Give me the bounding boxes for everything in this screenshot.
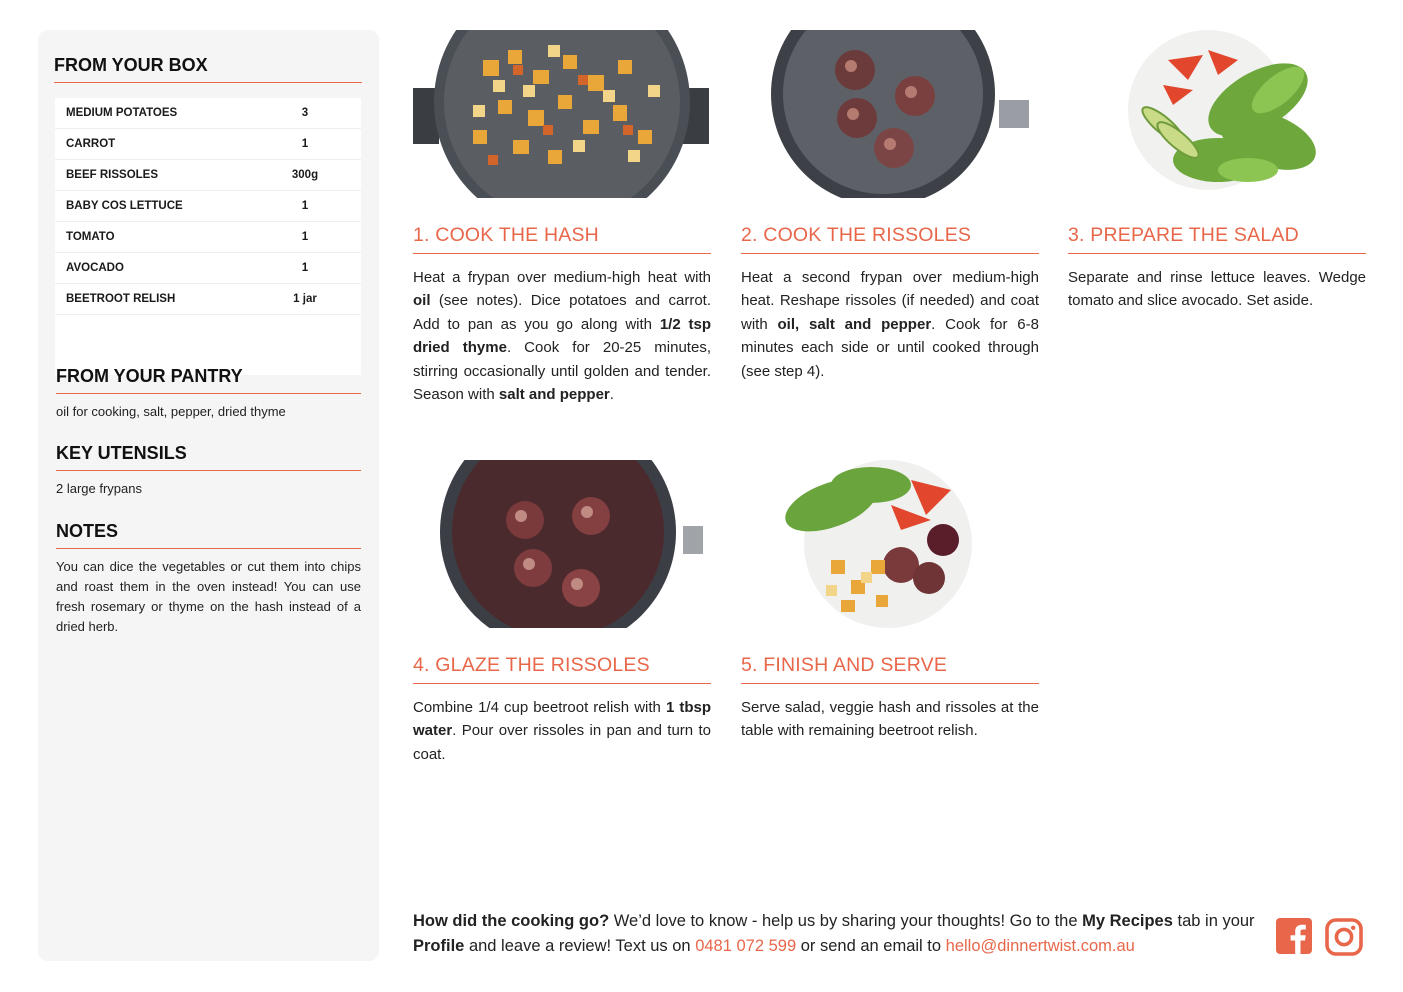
step-body [1068, 266, 1366, 313]
feedback-footer [413, 909, 1258, 959]
text-run: . [609, 386, 614, 404]
contact-link[interactable]: 0481 072 599 [695, 937, 797, 955]
step-1-photo [413, 30, 711, 198]
step-body [741, 696, 1039, 743]
step-body [741, 266, 1039, 383]
text-run: Serve salad, veggie hash and rissoles at the table with remaining beetroot relish. [741, 699, 1039, 740]
text-run: Combine 1/4 cup beetroot relish with [413, 699, 666, 716]
bold-text: oil [413, 292, 431, 310]
bold-text: My Recipes [1082, 912, 1173, 930]
bold-text: Profile [413, 937, 465, 955]
step-title: 3. PREPARE THE SALAD [1068, 224, 1366, 254]
text-run: and leave a review! Text us on [464, 937, 696, 955]
instagram-icon [1325, 918, 1363, 956]
text-run: . Pour over rissoles in pan and turn to coat. [413, 722, 711, 763]
text-run: . Cook for 20-25 minutes, stirring occasionally until golden and tender. Season with [413, 339, 711, 404]
step-title: 1. COOK THE HASH [413, 224, 711, 254]
ingredient-qty: 1 [301, 262, 309, 274]
facebook-link[interactable] [1276, 918, 1314, 956]
table-row [55, 98, 361, 129]
facebook-icon [1276, 918, 1312, 954]
step-title: 5. FINISH AND SERVE [741, 654, 1039, 684]
pantry-heading: FROM YOUR PANTRY [56, 366, 361, 394]
step-4-photo [413, 460, 711, 628]
step-body [413, 696, 711, 766]
ingredient-qty: 1 jar [293, 293, 317, 305]
step-1 [413, 30, 711, 404]
notes [56, 521, 361, 637]
sidebar [38, 30, 379, 961]
text-run: tab in your [1172, 912, 1255, 930]
text-run: or send an email to [796, 937, 946, 955]
box-heading: FROM YOUR BOX [54, 55, 362, 83]
text-run: We’d love to know - help us by sharing your thoughts! Go to the [609, 912, 1083, 930]
step-body [413, 266, 711, 406]
table-row [55, 222, 361, 253]
table-row [55, 191, 361, 222]
text-run: (see notes). Dice potatoes and carrot. Add to pan as you go along with [413, 292, 711, 333]
step-2 [741, 30, 1039, 380]
ingredient-qty: 300g [291, 169, 319, 181]
table-row [55, 284, 361, 315]
ingredient-qty: 1 [301, 138, 309, 150]
notes-heading: NOTES [56, 521, 361, 549]
step-3-photo [1068, 30, 1366, 198]
ingredients-table [55, 98, 361, 375]
step-2-photo [741, 30, 1039, 198]
step-4 [413, 460, 711, 763]
table-row [55, 129, 361, 160]
table-row [55, 160, 361, 191]
contact-link[interactable]: hello@dinnertwist.com.au [945, 937, 1135, 955]
ingredient-name: BEETROOT RELISH [66, 293, 176, 305]
text-run: . Cook for 6-8 minutes each side or until cooked through (see step 4). [741, 315, 1039, 380]
text-run: Separate and rinse lettuce leaves. Wedge tomato and slice avocado. Set aside. [1068, 269, 1366, 310]
ingredient-name: BABY COS LETTUCE [66, 200, 183, 212]
utensils-heading: KEY UTENSILS [56, 443, 361, 471]
utensils-text: 2 large frypans [56, 481, 142, 496]
ingredient-qty: 1 [301, 200, 309, 212]
ingredient-name: BEEF RISSOLES [66, 169, 159, 181]
ingredient-name: AVOCADO [66, 262, 124, 274]
ingredient-name: MEDIUM POTATOES [66, 107, 178, 119]
key-utensils [56, 443, 361, 499]
step-title: 4. GLAZE THE RISSOLES [413, 654, 711, 684]
text-run: Heat a second frypan over medium-high heat. Reshape rissoles (if needed) and coat with [741, 269, 1039, 333]
bold-text: oil, salt and pepper [777, 315, 932, 333]
ingredient-name: TOMATO [66, 231, 115, 243]
from-your-pantry [56, 366, 361, 422]
step-5-photo [741, 460, 1039, 628]
text-run: Heat a frypan over medium-high heat with [413, 269, 711, 286]
notes-text: You can dice the vegetables or cut them into chips and roast them in the oven instead! You can use fresh rosemary or thyme on the hash instead of a dried herb. [56, 559, 361, 634]
step-title: 2. COOK THE RISSOLES [741, 224, 1039, 254]
step-5 [741, 460, 1039, 740]
ingredient-name: CARROT [66, 138, 116, 150]
pantry-text: oil for cooking, salt, pepper, dried thyme [56, 404, 286, 419]
bold-text: 1 tbsp water [413, 699, 711, 740]
step-3 [1068, 30, 1366, 310]
ingredient-qty: 1 [301, 231, 309, 243]
table-row [55, 253, 361, 284]
bold-text: 1/2 tsp dried thyme [413, 315, 711, 357]
bold-text: salt and pepper [498, 386, 610, 404]
bold-text: How did the cooking go? [413, 912, 610, 930]
from-your-box [54, 55, 362, 83]
ingredient-qty: 3 [301, 107, 309, 119]
instagram-link[interactable] [1325, 918, 1363, 956]
